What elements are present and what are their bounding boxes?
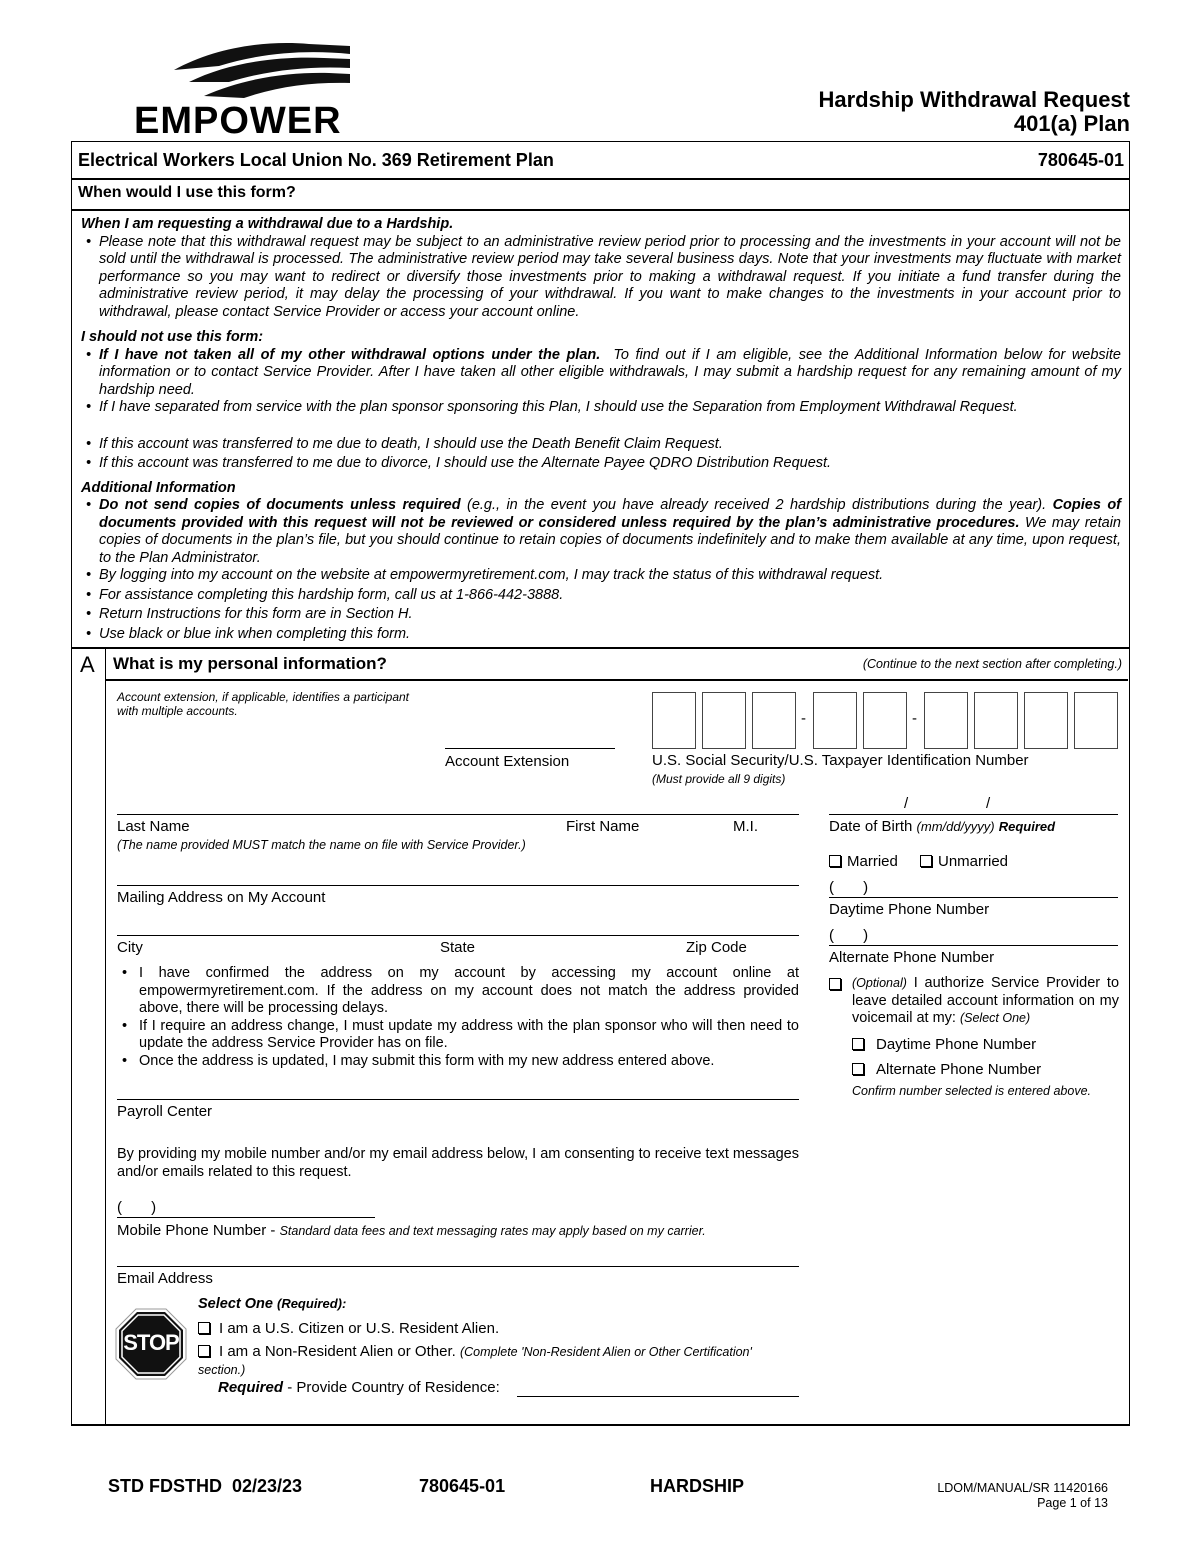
mobile-phone-field[interactable] (117, 1217, 375, 1218)
use-list (81, 234, 1121, 322)
citizen-label: I am a U.S. Citizen or U.S. Resident Alien. (219, 1320, 500, 1337)
ssn-dash-1: - (801, 710, 806, 727)
footer-plan-number: 780645-01 (419, 1476, 506, 1496)
ssn-digit-6[interactable] (924, 692, 968, 749)
use-heading: When I am requesting a withdrawal due to a Hardship. (81, 216, 454, 232)
ssn-digit-5[interactable] (863, 692, 907, 749)
alternate-phone-field[interactable] (829, 945, 1118, 946)
addl-b1-bold1: Do not send copies of documents unless required (99, 497, 461, 513)
dob-slash-2: / (986, 795, 991, 812)
ssn-digit-3[interactable] (752, 692, 796, 749)
not-use-b1-rest: To find out if I am eligible, see the Additional Information below for website information or to contact Service Provider. After I have taken all other eligible withdrawals, I may submit a hardship request for any remaining amount of my hardship need. (99, 346, 1121, 398)
optional-label: (Optional) (852, 976, 907, 990)
country-required: Required (218, 1379, 284, 1396)
ssn-label: U.S. Social Security/U.S. Taxpayer Identification Number (652, 752, 1029, 769)
form-title (818, 88, 1130, 136)
dob-format: (mm/dd/yyyy) (916, 819, 995, 834)
account-ext-field[interactable] (445, 748, 615, 749)
email-field[interactable] (117, 1266, 799, 1267)
city-state-zip-field[interactable] (117, 935, 799, 936)
when-use-content (81, 216, 1121, 643)
payroll-center-field[interactable] (117, 1099, 799, 1100)
empower-logo (134, 40, 359, 140)
dob-label: Date of Birth (829, 818, 913, 835)
account-ext-note: Account extension, if applicable, identifies a participant with multiple accounts. (117, 690, 409, 718)
nonresident-checkbox[interactable] (198, 1345, 210, 1357)
vm-daytime-option[interactable] (852, 1036, 1036, 1053)
mailing-address-label: Mailing Address on My Account (117, 889, 326, 906)
voicemail-authorize[interactable] (829, 975, 1119, 1028)
select-one-label: Select One (198, 1296, 273, 1312)
vm-daytime-checkbox[interactable] (852, 1038, 864, 1050)
ssn-digit-7[interactable] (974, 692, 1018, 749)
vm-alternate-label: Alternate Phone Number (876, 1061, 1042, 1078)
footer-ldom-block (937, 1481, 1108, 1511)
not-use-bullet-2: • If I have separated from service with the plan sponsor sponsoring this Plan, I should use the Separation from Employment Withdrawal Request. (81, 399, 1121, 417)
married-option[interactable] (829, 853, 898, 870)
ssn-digit-8[interactable] (1024, 692, 1068, 749)
account-ext-label: Account Extension (445, 753, 570, 770)
addl-bullet-1 (81, 497, 1121, 567)
plan-name: Electrical Workers Local Union No. 369 Retirement Plan (78, 150, 554, 170)
mailing-address-field[interactable] (117, 885, 799, 886)
dob-required: Required (998, 819, 1056, 834)
stop-text: STOP (123, 1330, 179, 1355)
dob-label-group (829, 818, 1055, 835)
not-use-bullet-4: • If this account was transferred to me due to divorce, I should use the Alternate Payee QDRO Distribution Request. (81, 455, 1121, 473)
addl-bullet-2: • By logging into my account on the website at empowermyretirement.com, I may track the status of this withdrawal request. (81, 567, 1121, 585)
mobile-phone-paren: ( ) (117, 1199, 157, 1216)
not-use-bullet-3: • If this account was transferred to me due to death, I should use the Death Benefit Claim Request. (81, 436, 1121, 454)
consent-text: By providing my mobile number and/or my email address below, I am consenting to receive text messages and/or emails related to this request. (117, 1146, 799, 1180)
city-label: City (117, 939, 143, 956)
married-label: Married (847, 853, 898, 870)
vm-alternate-option[interactable] (852, 1061, 1041, 1078)
voicemail-authorize-checkbox[interactable] (829, 978, 841, 990)
unmarried-label: Unmarried (938, 853, 1009, 870)
daytime-phone-label: Daytime Phone Number (829, 901, 990, 918)
not-use-bullet-1 (81, 347, 1121, 400)
select-one-paren: (Select One) (959, 1011, 1031, 1025)
alternate-phone-paren: ( ) (829, 927, 869, 944)
ssn-digit-2[interactable] (702, 692, 746, 749)
citizen-checkbox[interactable] (198, 1322, 210, 1334)
mobile-note: Standard data fees and text messaging rates may apply based on my carrier. (279, 1224, 706, 1238)
section-a-title-rule (106, 679, 1128, 681)
addl-bullet-4: • Return Instructions for this form are in Section H. (81, 606, 1121, 624)
country-field[interactable] (517, 1396, 799, 1397)
addl-b1-mid: (e.g., in the event you have already received 2 hardship distributions during the year). (466, 497, 1047, 513)
mi-label: M.I. (733, 818, 758, 835)
footer-form-code: STD FDSTHD 02/23/23 (108, 1476, 303, 1496)
addl-list (81, 497, 1121, 643)
last-name-label: Last Name (117, 818, 190, 835)
section-a-letter: A (80, 652, 95, 677)
not-use-b1-bold: If I have not taken all of my other withdrawal options under the plan. (99, 346, 601, 363)
state-label: State (440, 939, 476, 956)
use-bullet: • Please note that this withdrawal request may be subject to an administrative review period prior to processing and the investments in your account will not be sold until the withdrawal is processed. The administrative review period may take several business days. Note that your investments may fluctuate with market performance so you may want to redirect or diversify those investments prior to making a withdrawal request. If you initiate a fund transfer during the administrative review period, it may delay the processing of your withdrawal. If you want to make changes to the investments in your account prior to withdrawal, please contact Service Provider or access your account online. (81, 234, 1121, 322)
nonresident-option[interactable] (198, 1343, 799, 1379)
addl-heading: Additional Information (81, 479, 236, 496)
alternate-phone-label: Alternate Phone Number (829, 949, 995, 966)
unmarried-option[interactable] (920, 853, 1008, 870)
ssn-digit-4[interactable] (813, 692, 857, 749)
footer-ldom: LDOM/MANUAL/SR 11420166 (937, 1481, 1108, 1495)
confirm-note: Confirm number selected is entered above. (852, 1084, 1092, 1098)
email-label: Email Address (117, 1270, 213, 1287)
daytime-phone-field[interactable] (829, 897, 1118, 898)
logo-text: EMPOWER (134, 100, 342, 142)
payroll-center-label: Payroll Center (117, 1103, 213, 1120)
section-a-continue-note: (Continue to the next section after completing.) (862, 657, 1122, 671)
vm-alternate-checkbox[interactable] (852, 1063, 864, 1075)
form-title-line2: 401(a) Plan (1013, 111, 1130, 136)
footer-type: HARDSHIP (650, 1476, 745, 1496)
addl-b1-bold2: Copies of documents provided with this request will not be reviewed or considered unless required by the plan’s administrative procedures. (99, 497, 1122, 531)
mobile-label-group (117, 1222, 706, 1239)
married-checkbox[interactable] (829, 855, 841, 867)
addl-b1-rest: We may retain copies of documents in the plan’s file, but you should continue to retain copies of documents indefinitely and to make them available at any time, upon request, to the Plan Administrator. (99, 514, 1121, 566)
mobile-label: Mobile Phone Number - (117, 1222, 276, 1239)
daytime-phone-paren: ( ) (829, 879, 869, 896)
vm-daytime-label: Daytime Phone Number (876, 1036, 1037, 1053)
not-use-list (81, 347, 1121, 473)
authorize-text: I authorize Service Provider to leave detailed account information on my voicemail at my: (852, 975, 1120, 1026)
footer-page: Page 1 of 13 (1037, 1496, 1108, 1510)
dob-field[interactable] (829, 814, 1118, 815)
address-bullet-2: • If I require an address change, I must update my address with the plan sponsor who will then need to update the address Service Provider has on file. (117, 1018, 799, 1053)
nonresident-label: I am a Non-Resident Alien or Other. (219, 1343, 456, 1360)
ssn-note: (Must provide all 9 digits) (652, 772, 786, 786)
section-a-letter-column (105, 648, 106, 1425)
address-bullet-1: • I have confirmed the address on my account by accessing my account online at empowermyretirement.com. If the address on my account does not match the address provided above, there will be processing delays. (117, 965, 799, 1018)
zip-label: Zip Code (686, 939, 747, 956)
empower-waves-icon (134, 40, 359, 102)
ssn-digit-1[interactable] (652, 692, 696, 749)
first-name-label: First Name (566, 818, 640, 835)
stop-sign-icon (115, 1308, 187, 1380)
when-use-heading: When would I use this form? (78, 184, 296, 201)
unmarried-checkbox[interactable] (920, 855, 932, 867)
citizen-option[interactable] (198, 1320, 499, 1337)
ssn-digit-9[interactable] (1074, 692, 1118, 749)
name-field[interactable] (117, 814, 799, 815)
country-label: - Provide Country of Residence: (287, 1379, 500, 1396)
address-bullets (117, 965, 799, 1070)
country-row (218, 1379, 500, 1396)
addl-bullet-3: • For assistance completing this hardship form, call us at 1-866-442-3888. (81, 587, 1121, 605)
address-bullet-3: • Once the address is updated, I may submit this form with my new address entered above. (117, 1053, 799, 1071)
plan-number: 780645-01 (1037, 150, 1124, 170)
addl-bullet-5: • Use black or blue ink when completing this form. (81, 626, 1121, 644)
form-title-line1: Hardship Withdrawal Request (818, 87, 1130, 112)
select-one-heading (198, 1296, 346, 1312)
nonresident-note: (Complete 'Non-Resident Alien or Other Certification' section.) (198, 1345, 752, 1377)
section-a-title: What is my personal information? (113, 654, 387, 673)
dob-slash-1: / (904, 795, 909, 812)
not-use-heading: I should not use this form: (81, 329, 264, 345)
required-paren: (Required): (276, 1296, 347, 1311)
voicemail-authorize-text (829, 975, 1119, 1028)
name-note: (The name provided MUST match the name on file with Service Provider.) (117, 838, 526, 852)
ssn-dash-2: - (912, 710, 917, 727)
